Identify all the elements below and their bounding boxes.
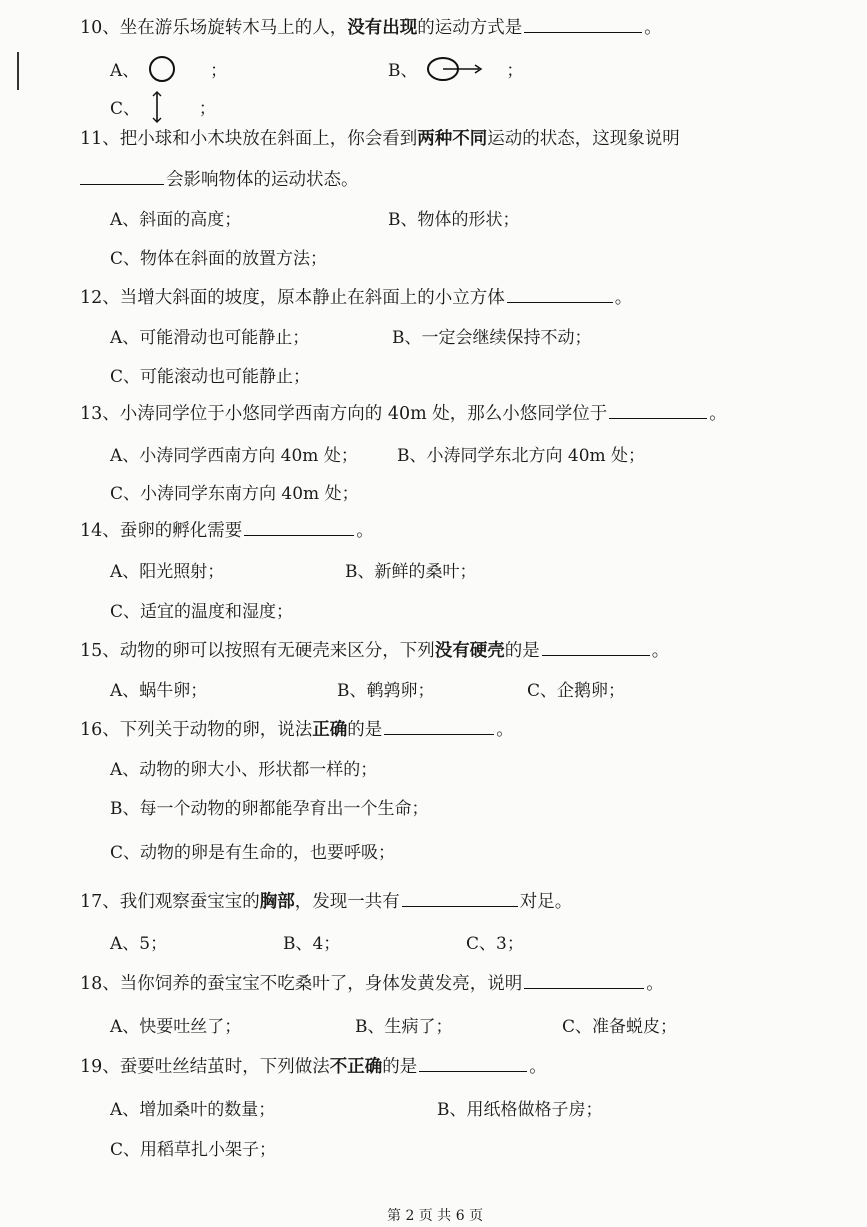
option-18-c[interactable]: C、准备蜕皮； [562, 1017, 678, 1037]
option-11-c[interactable]: C、物体在斜面的放置方法； [110, 249, 328, 269]
option-19-b[interactable]: B、用纸格做格子房； [437, 1100, 603, 1120]
question-13: 13、小涛同学位于小悠同学西南方向的 40m 处，那么小悠同学位于 。 [80, 404, 727, 424]
question-11: 11、把小球和小木块放在斜面上，你会看到两种不同运动的状态，这现象说明 [80, 129, 680, 149]
option-15-c[interactable]: C、企鹅卵； [527, 681, 626, 701]
option-13-b[interactable]: B、小涛同学东北方向 40m 处； [397, 446, 646, 466]
updown-motion-icon [145, 90, 169, 129]
option-19-c[interactable]: C、用稻草扎小架子； [110, 1140, 277, 1160]
answer-blank-11[interactable] [80, 183, 164, 185]
question-17: 17、我们观察蚕宝宝的胸部，发现一共有 对足。 [80, 892, 573, 912]
answer-blank-18[interactable] [524, 987, 644, 989]
question-10: 10、坐在游乐场旋转木马上的人，没有出现的运动方式是 。 [80, 18, 662, 38]
option-10-a[interactable]: A、 ； [110, 54, 227, 89]
option-12-c[interactable]: C、可能滚动也可能静止； [110, 367, 311, 387]
option-12-b[interactable]: B、一定会继续保持不动； [392, 328, 592, 348]
answer-blank-16[interactable] [384, 733, 494, 735]
option-15-b[interactable]: B、鹌鹑卵； [337, 681, 435, 701]
question-14: 14、蚕卵的孵化需要 。 [80, 521, 374, 541]
option-14-c[interactable]: C、适宜的温度和湿度； [110, 602, 294, 622]
question-18: 18、当你饲养的蚕宝宝不吃桑叶了，身体发黄发亮，说明 。 [80, 974, 664, 994]
option-14-b[interactable]: B、新鲜的桑叶； [345, 562, 477, 582]
option-13-c[interactable]: C、小涛同学东南方向 40m 处； [110, 484, 359, 504]
option-13-a[interactable]: A、小涛同学西南方向 40m 处； [110, 446, 358, 466]
answer-blank-19[interactable] [419, 1070, 527, 1072]
option-16-c[interactable]: C、动物的卵是有生命的，也要呼吸； [110, 843, 396, 863]
answer-blank-12[interactable] [507, 301, 613, 303]
option-10-b[interactable]: B、 ； [388, 54, 523, 89]
option-14-a[interactable]: A、阳光照射； [110, 562, 225, 582]
option-11-b[interactable]: B、物体的形状； [388, 210, 520, 230]
margin-mark [17, 52, 19, 90]
option-16-a[interactable]: A、动物的卵大小、形状都一样的； [110, 760, 378, 780]
option-19-a[interactable]: A、增加桑叶的数量； [110, 1100, 276, 1120]
option-10-c[interactable]: C、 ； [110, 90, 216, 129]
answer-blank-10[interactable] [524, 31, 642, 33]
option-17-a[interactable]: A、5； [110, 934, 168, 954]
option-11-a[interactable]: A、斜面的高度； [110, 210, 242, 230]
question-19: 19、蚕要吐丝结茧时，下列做法不正确的是 。 [80, 1057, 547, 1077]
option-16-b[interactable]: B、每一个动物的卵都能孕育出一个生命； [110, 799, 429, 819]
question-11-line2: 会影响物体的运动状态。 [78, 166, 359, 191]
answer-blank-13[interactable] [609, 417, 707, 419]
option-17-b[interactable]: B、4； [283, 934, 341, 954]
question-12: 12、当增大斜面的坡度，原本静止在斜面上的小立方体 。 [80, 288, 633, 308]
spiral-motion-icon [423, 54, 487, 89]
answer-blank-17[interactable] [402, 905, 518, 907]
circle-motion-icon [145, 54, 179, 89]
option-18-a[interactable]: A、快要吐丝了； [110, 1017, 242, 1037]
option-17-c[interactable]: C、3； [466, 934, 524, 954]
question-16: 16、下列关于动物的卵，说法正确的是 。 [80, 720, 514, 740]
option-15-a[interactable]: A、蜗牛卵； [110, 681, 208, 701]
option-12-a[interactable]: A、可能滑动也可能静止； [110, 328, 310, 348]
page-footer: 第 2 页 共 6 页 [387, 1208, 484, 1224]
option-18-b[interactable]: B、生病了； [355, 1017, 453, 1037]
answer-blank-15[interactable] [542, 654, 650, 656]
answer-blank-14[interactable] [244, 534, 354, 536]
question-15: 15、动物的卵可以按照有无硬壳来区分，下列没有硬壳的是 。 [80, 641, 670, 661]
